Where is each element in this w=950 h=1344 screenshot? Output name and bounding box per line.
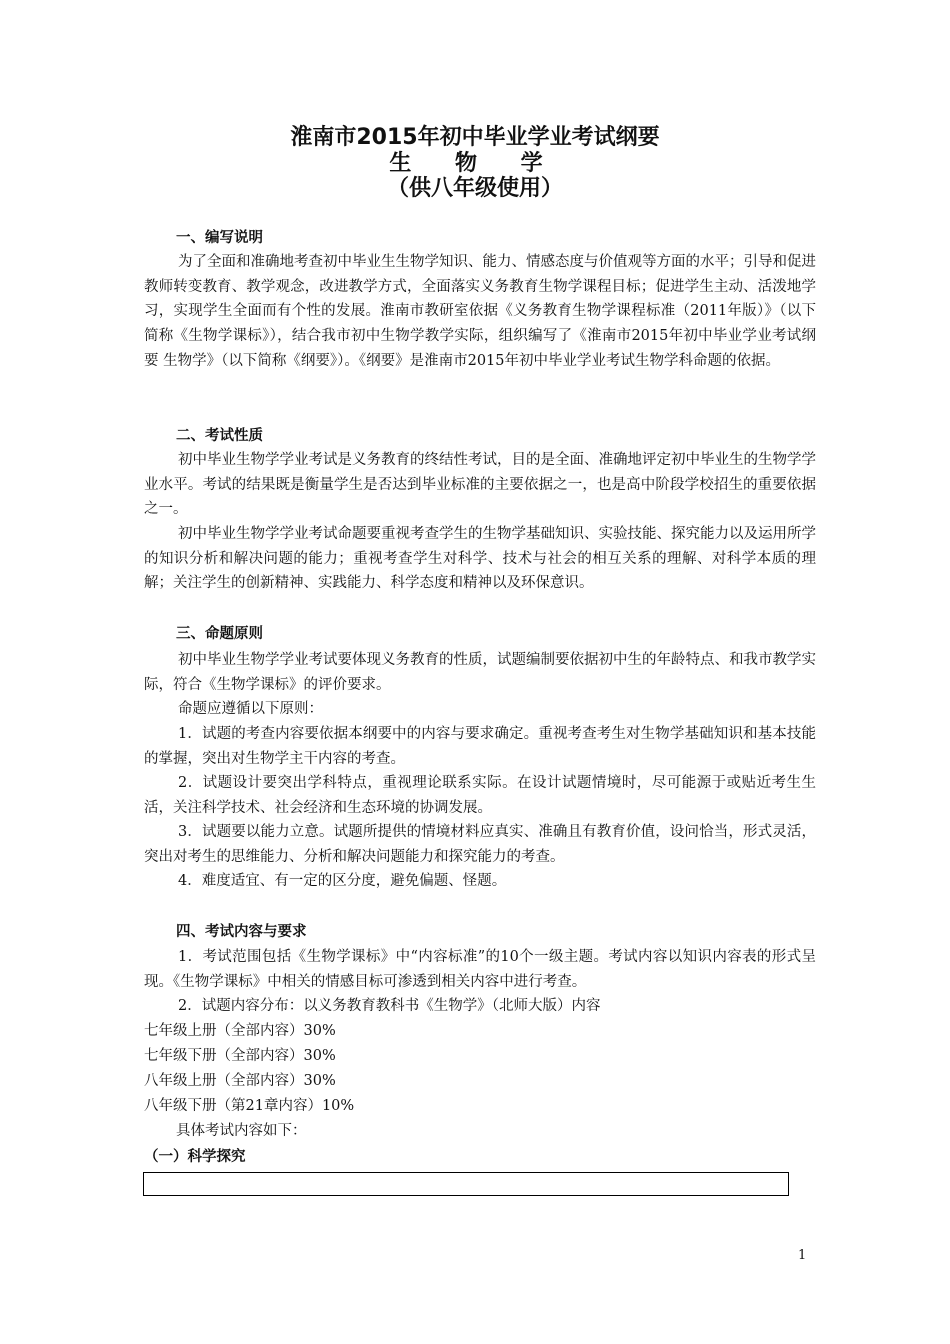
section-3-paragraph-1: 初中毕业生物学学业考试要体现义务教育的性质，试题编制要依据初中生的年龄特点、和我市教学实际，符合《生物学课标》的评价要求。 bbox=[144, 652, 816, 693]
section-3-paragraph-2: 命题应遵循以下原则： bbox=[178, 701, 323, 717]
distribution-item: 八年级上册（全部内容）30% bbox=[144, 1073, 336, 1089]
section-3-paragraph-6: 4．难度适宜、有一定的区分度，避免偏题、怪题。 bbox=[178, 873, 507, 889]
section-4-paragraph-1: 1．考试范围包括《生物学课标》中“内容标准”的10个一级主题。考试内容以知识内容表的形式呈现。《生物学课标》中相关的情感目标可渗透到相关内容中进行考查。 bbox=[144, 949, 816, 990]
section-2-paragraph-1: 初中毕业生物学学业考试是义务教育的终结性考试，目的是全面、准确地评定初中毕业生的生物学学业水平。考试的结果既是衡量学生是否达到毕业标准的主要依据之一，也是高中阶段学校招生的重要依据之一。 bbox=[144, 452, 816, 518]
content-intro: 具体考试内容如下： bbox=[176, 1123, 307, 1139]
section-2-paragraph-2: 初中毕业生物学学业考试命题要重视考查学生的生物学基础知识、实验技能、探究能力以及运用所学的知识分析和解决问题的能力；重视考查学生对科学、技术与社会的相互关系的理解、对科学本质的理解；关注学生的创新精神、实践能力、科学态度和精神以及环保意识。 bbox=[144, 526, 816, 592]
section-4-paragraph-2: 2．试题内容分布：以义务教育教科书《生物学》（北师大版）内容 bbox=[178, 998, 601, 1014]
section-3-paragraph-3: 1．试题的考查内容要依据本纲要中的内容与要求确定。重视考查考生对生物学基础知识和基本技能的掌握，突出对生物学主干内容的考查。 bbox=[144, 726, 816, 767]
section-heading-4: 四、考试内容与要求 bbox=[176, 924, 307, 940]
section-heading-2: 二、考试性质 bbox=[176, 428, 263, 444]
distribution-item: 七年级下册（全部内容）30% bbox=[144, 1048, 336, 1064]
usage-note: （供八年级使用） bbox=[386, 176, 563, 201]
section-heading-1: 一、编写说明 bbox=[176, 230, 263, 246]
section-1-paragraph-1: 为了全面和准确地考查初中毕业生生物学知识、能力、情感态度与价值观等方面的水平；引导和促进教师转变教育、教学观念，改进教学方式，全面落实义务教育生物学课程目标；促进学生主动、活泼地学习，实现学生全面而有个性的发展。淮南市教研室依据《义务教育生物学课程标准（2011年版）》（以下简称《生物学课标》），结合我市初中生物学教学实际，组织编写了《淮南市2015年初中毕业学业考试纲要 生物学》（以下简称《纲要》）。《纲要》是淮南市2015年初中毕业学业考试生物学科命题的依据。 bbox=[144, 254, 816, 369]
section-3-paragraph-5: 3．试题要以能力立意。试题所提供的情境材料应真实、准确且有教育价值，设问恰当，形式灵活，突出对考生的思维能力、分析和解决问题能力和探究能力的考查。 bbox=[144, 824, 816, 865]
distribution-item: 八年级下册（第21章内容）10% bbox=[144, 1098, 355, 1114]
subject-title: 生 物 学 bbox=[389, 151, 561, 176]
table-top-row bbox=[143, 1172, 789, 1196]
document-title: 淮南市2015年初中毕业学业考试纲要 bbox=[290, 125, 660, 150]
section-heading-3: 三、命题原则 bbox=[176, 626, 263, 642]
subsection-heading: （一）科学探究 bbox=[144, 1149, 246, 1165]
distribution-item: 七年级上册（全部内容）30% bbox=[144, 1023, 336, 1039]
section-3-paragraph-4: 2．试题设计要突出学科特点，重视理论联系实际。在设计试题情境时，尽可能源于或贴近考生生活，关注科学技术、社会经济和生态环境的协调发展。 bbox=[144, 775, 816, 816]
page-number: 1 bbox=[798, 1248, 807, 1263]
